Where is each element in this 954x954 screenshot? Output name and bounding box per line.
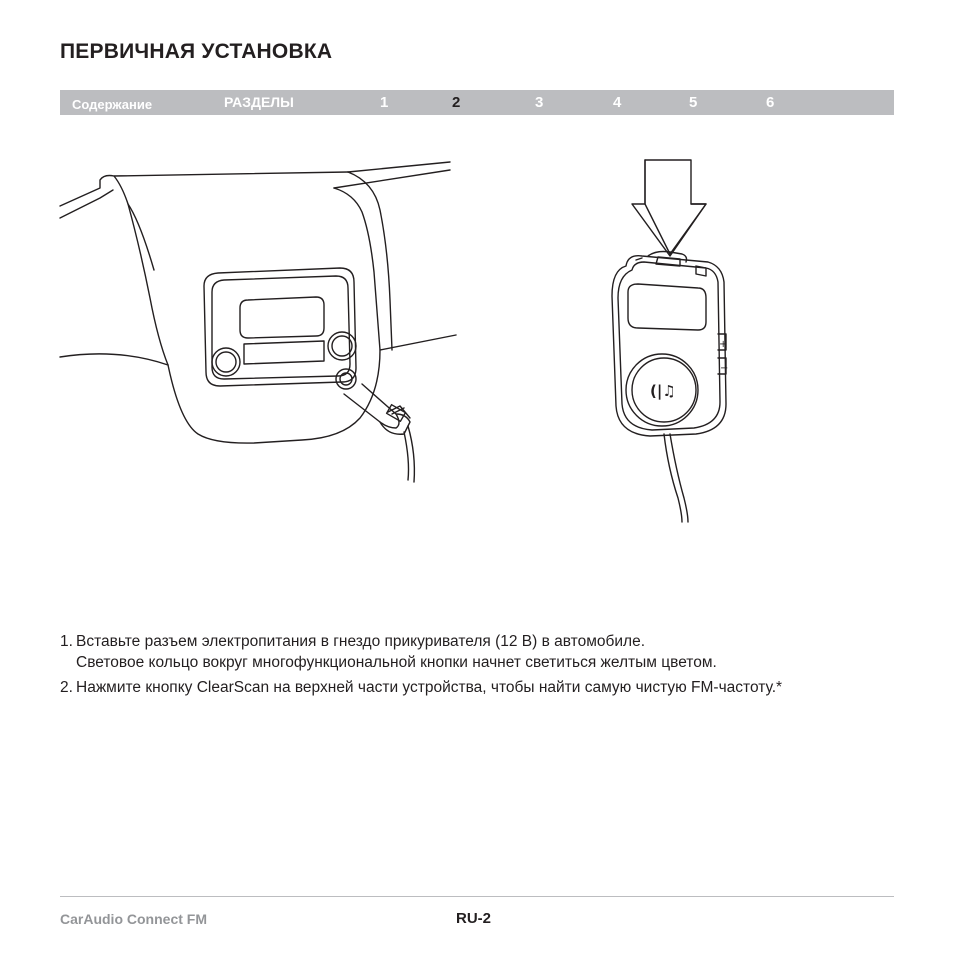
footer-page-number: RU-2 [456, 910, 492, 927]
nav-link-section-5[interactable]: 5 [689, 94, 698, 111]
arrow-down-icon [632, 160, 706, 256]
instruction-step-1 [60, 631, 920, 673]
step-number: 1. [60, 633, 73, 650]
nav-link-section-1[interactable]: 1 [380, 94, 389, 111]
page-title: ПЕРВИЧНАЯ УСТАНОВКА [60, 40, 333, 63]
footer-divider [60, 896, 894, 897]
nav-link-section-6[interactable]: 6 [766, 94, 775, 111]
car-dashboard-illustration [58, 160, 458, 485]
step-text: Световое кольцо вокруг многофункциональной кнопки начнет светиться желтым цветом. [76, 654, 717, 671]
svg-text:+: + [719, 339, 728, 350]
multifunction-button-glyphs: (|♫ [650, 382, 676, 400]
svg-text:−: − [720, 363, 729, 374]
step-text: Вставьте разъем электропитания в гнездо прикуривателя (12 В) в автомобиле. [76, 633, 645, 650]
instruction-steps [60, 631, 920, 702]
step-number: 2. [60, 679, 73, 696]
instruction-step-2 [60, 677, 920, 698]
nav-link-section-4[interactable]: 4 [613, 94, 622, 111]
fm-transmitter-device-illustration [598, 158, 748, 528]
step-text: Нажмите кнопку ClearScan на верхней части устройства, чтобы найти самую чистую FM-частоту.* [76, 679, 783, 696]
nav-link-contents[interactable]: Содержание [72, 97, 153, 112]
section-nav-bar [60, 90, 894, 115]
footer-product-name: CarAudio Connect FM [60, 911, 207, 927]
nav-link-sections[interactable]: РАЗДЕЛЫ [224, 94, 294, 110]
nav-link-section-3[interactable]: 3 [535, 94, 544, 111]
nav-link-section-2[interactable]: 2 [452, 94, 461, 111]
